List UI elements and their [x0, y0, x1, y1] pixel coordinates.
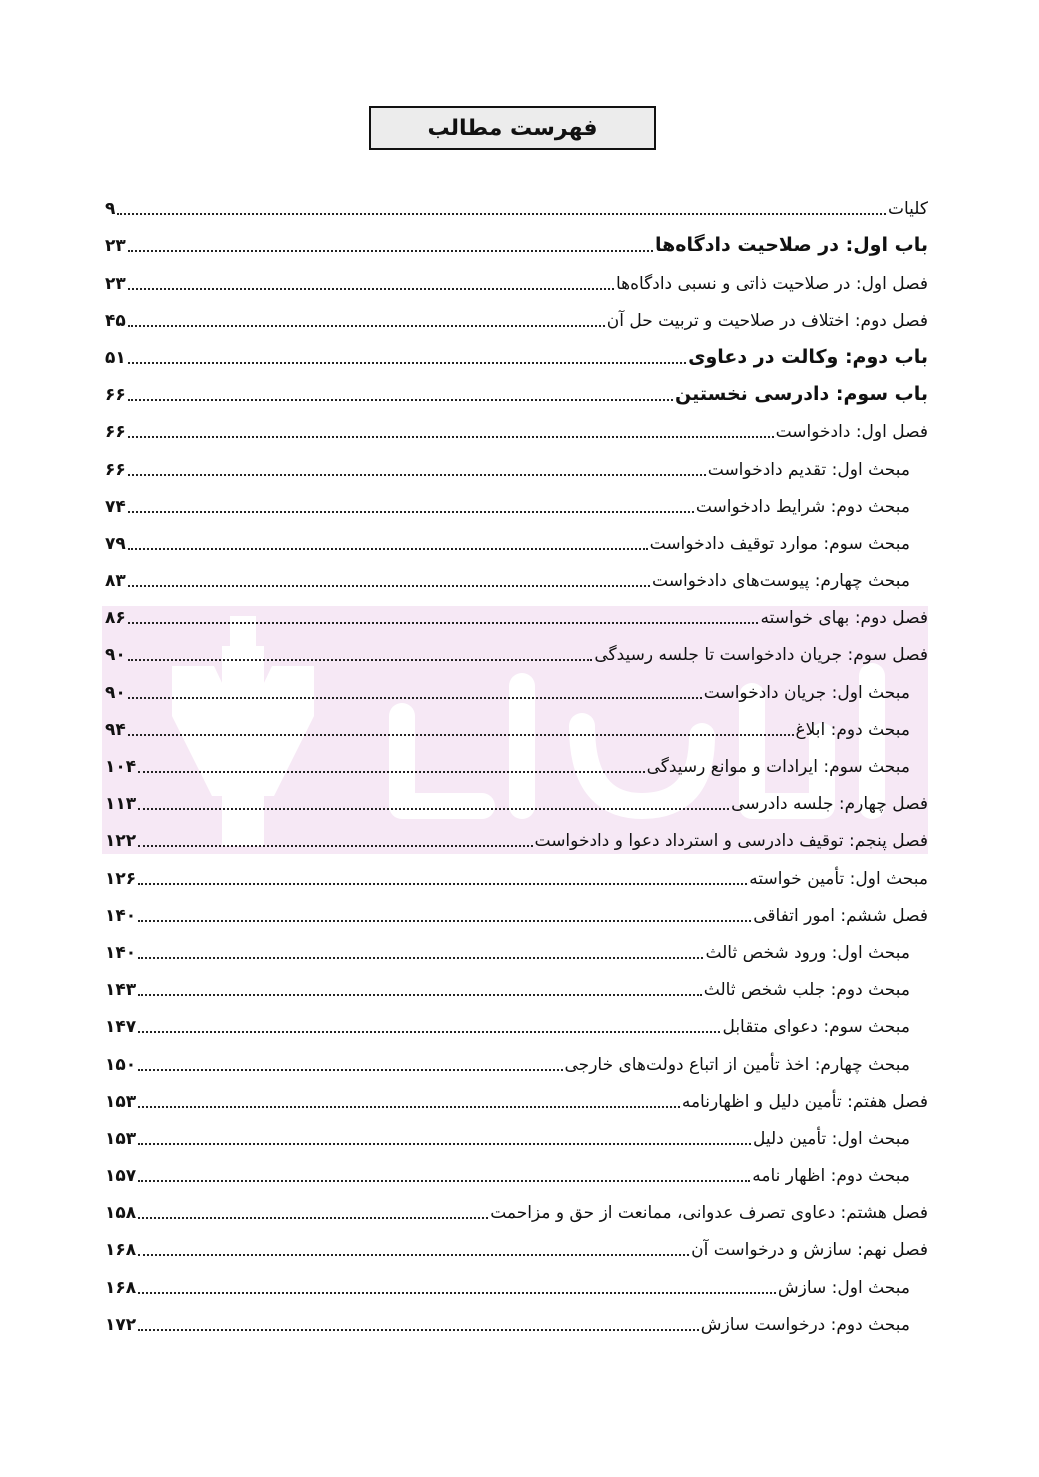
toc-entry[interactable] — [105, 668, 928, 705]
toc-entry-page-number: ۱۶۸ — [105, 1277, 137, 1298]
toc-entry-label: مبحث اول: تقدیم دادخواست — [707, 459, 910, 480]
toc-entry-page-number: ۷۹ — [105, 533, 126, 554]
toc-entry-page-number: ۱۲۶ — [105, 868, 137, 889]
toc-entry[interactable] — [105, 1301, 928, 1338]
toc-entry[interactable] — [105, 780, 928, 817]
toc-entry-label: فصل نهم: سازش و درخواست آن — [691, 1240, 928, 1261]
table-of-contents — [105, 185, 928, 1338]
dot-leader — [128, 734, 794, 736]
toc-entry-page-number: ۱۱۳ — [105, 794, 137, 815]
toc-entry-label: فصل سوم: جریان دادخواست تا جلسه رسیدگی — [594, 645, 928, 666]
toc-entry-page-number: ۵۱ — [105, 347, 126, 368]
toc-entry-label: مبحث دوم: اظهار نامه — [752, 1166, 910, 1187]
toc-entry-page-number: ۶۶ — [105, 422, 126, 443]
toc-entry[interactable] — [105, 1040, 928, 1077]
toc-entry-label: مبحث اول: تأمین دلیل — [753, 1128, 910, 1149]
toc-entry-label: کلیات — [887, 199, 928, 220]
toc-entry[interactable] — [105, 594, 928, 631]
toc-entry-label: مبحث دوم: ابلاغ — [795, 719, 910, 740]
toc-entry-label: مبحث دوم: جلب شخص ثالث — [703, 980, 910, 1001]
toc-entry-label: مبحث سوم: موارد توقیف دادخواست — [649, 533, 910, 554]
toc-entry-page-number: ۹ — [105, 199, 116, 220]
toc-entry[interactable] — [105, 1152, 928, 1189]
toc-entry-label: فصل اول: در صلاحیت ذاتی و نسبی دادگاه‌ها — [615, 273, 928, 294]
toc-entry-page-number: ۹۰ — [105, 682, 126, 703]
toc-entry-page-number: ۱۵۰ — [105, 1054, 137, 1075]
toc-entry-page-number: ۱۴۰ — [105, 905, 137, 926]
toc-entry-page-number: ۱۵۷ — [105, 1166, 137, 1187]
toc-entry-label: مبحث اول: سازش — [777, 1277, 910, 1298]
dot-leader — [128, 585, 650, 587]
toc-entry-label: مبحث سوم: ایرادات و موانع رسیدگی — [646, 757, 910, 777]
toc-entry-page-number: ۱۰۴ — [105, 757, 137, 777]
toc-entry-label: مبحث سوم: دعوای متقابل — [722, 1017, 910, 1038]
toc-title-box — [369, 106, 656, 150]
toc-entry-label: باب دوم: وکالت در دعاوی — [688, 345, 928, 368]
toc-entry[interactable] — [105, 929, 928, 966]
toc-entry-label: فصل پنجم: توقیف دادرسی و استرداد دعوا و دادخواست — [534, 831, 928, 852]
toc-entry[interactable] — [105, 297, 928, 334]
toc-entry[interactable] — [105, 185, 928, 222]
toc-entry[interactable] — [105, 334, 928, 371]
dot-leader — [128, 511, 694, 513]
dot-leader — [128, 474, 706, 476]
toc-entry-label: مبحث اول: تأمین خواسته — [749, 868, 928, 889]
dot-leader — [117, 213, 886, 215]
toc-entry-page-number: ۹۰ — [105, 645, 126, 666]
toc-entry[interactable] — [105, 892, 928, 929]
toc-entry-label: مبحث دوم: درخواست سازش — [700, 1314, 910, 1335]
toc-entry-page-number: ۱۶۸ — [105, 1240, 137, 1261]
toc-entry-page-number: ۱۴۰ — [105, 942, 137, 963]
toc-entry-page-number: ۹۴ — [105, 719, 126, 740]
toc-entry[interactable] — [105, 706, 928, 743]
dot-leader — [128, 399, 673, 401]
dot-leader — [138, 1254, 689, 1256]
toc-entry-page-number: ۱۵۸ — [105, 1203, 137, 1224]
toc-entry-label: مبحث چهارم: اخذ تأمین از اتباع دولت‌های خارجی — [564, 1054, 910, 1075]
toc-entry-label: فصل دوم: اختلاف در صلاحیت و تربیت حل آن — [606, 310, 928, 331]
dot-leader — [128, 288, 614, 290]
dot-leader — [128, 659, 593, 661]
dot-leader — [128, 362, 686, 364]
toc-entry[interactable] — [105, 1078, 928, 1115]
dot-leader — [128, 436, 774, 438]
dot-leader — [128, 697, 702, 699]
toc-entry[interactable] — [105, 483, 928, 520]
dot-leader — [128, 548, 648, 550]
toc-entry-label: فصل دوم: بهای خواسته — [760, 608, 928, 629]
dot-leader — [138, 920, 751, 922]
dot-leader — [138, 1069, 562, 1071]
toc-entry[interactable] — [105, 743, 928, 780]
dot-leader — [138, 994, 702, 996]
toc-entry[interactable] — [105, 445, 928, 482]
toc-entry[interactable] — [105, 408, 928, 445]
toc-entry[interactable] — [105, 520, 928, 557]
dot-leader — [138, 1143, 751, 1145]
toc-entry-label: فصل اول: دادخواست — [775, 422, 928, 443]
toc-entry-label: مبحث اول: ورود شخص ثالث — [705, 942, 910, 963]
dot-leader — [138, 1180, 750, 1182]
dot-leader — [138, 1217, 488, 1219]
toc-entry-label: فصل چهارم: جلسه دادرسی — [731, 794, 928, 815]
dot-leader — [138, 808, 729, 810]
toc-entry[interactable] — [105, 259, 928, 296]
toc-entry[interactable] — [105, 371, 928, 408]
toc-entry[interactable] — [105, 557, 928, 594]
toc-entry-label: فصل هشتم: دعاوی تصرف عدوانی، ممانعت از حق و مزاحمت — [490, 1203, 928, 1224]
toc-entry-page-number: ۱۵۳ — [105, 1128, 137, 1149]
toc-entry[interactable] — [105, 966, 928, 1003]
toc-entry-page-number: ۴۵ — [105, 310, 126, 331]
toc-entry[interactable] — [105, 854, 928, 891]
dot-leader — [138, 957, 703, 959]
toc-entry-page-number: ۶۶ — [105, 385, 126, 406]
dot-leader — [138, 883, 747, 885]
toc-entry-page-number: ۱۴۷ — [105, 1017, 137, 1038]
dot-leader — [138, 1329, 699, 1331]
toc-entry-page-number: ۲۳ — [105, 273, 126, 294]
toc-entry-page-number: ۲۳ — [105, 236, 126, 257]
toc-entry-label: مبحث چهارم: پیوست‌های دادخواست — [652, 571, 910, 592]
dot-leader — [138, 771, 644, 773]
dot-leader — [138, 1106, 680, 1108]
toc-entry-page-number: ۱۵۳ — [105, 1091, 137, 1112]
toc-entry-page-number: ۱۴۳ — [105, 980, 137, 1001]
toc-entry[interactable] — [105, 1263, 928, 1300]
toc-entry-page-number: ۱۷۲ — [105, 1314, 137, 1335]
dot-leader — [138, 1031, 720, 1033]
toc-entry-page-number: ۸۶ — [105, 608, 126, 629]
toc-entry-page-number: ۶۶ — [105, 459, 126, 480]
toc-entry-page-number: ۷۴ — [105, 496, 126, 517]
toc-entry[interactable] — [105, 1226, 928, 1263]
toc-entry[interactable] — [105, 817, 928, 854]
toc-entry-label: باب سوم: دادرسی نخستین — [675, 383, 928, 406]
toc-entry-page-number: ۸۳ — [105, 571, 126, 592]
toc-entry-label: فصل هفتم: تأمین دلیل و اظهارنامه — [681, 1091, 928, 1112]
toc-entry-label: مبحث دوم: شرایط دادخواست — [695, 496, 910, 517]
dot-leader — [128, 622, 759, 624]
toc-entry-label: مبحث اول: جریان دادخواست — [703, 682, 910, 703]
toc-entry[interactable] — [105, 222, 928, 259]
toc-entry-page-number: ۱۲۲ — [105, 831, 137, 852]
toc-entry[interactable] — [105, 1189, 928, 1226]
toc-entry[interactable] — [105, 631, 928, 668]
dot-leader — [138, 845, 532, 847]
dot-leader — [138, 1292, 776, 1294]
toc-entry[interactable] — [105, 1003, 928, 1040]
toc-entry-label: فصل ششم: امور اتفاقی — [753, 905, 928, 926]
dot-leader — [128, 325, 605, 327]
page-title: فهرست مطالب — [427, 115, 598, 141]
dot-leader — [128, 250, 653, 252]
toc-entry[interactable] — [105, 1115, 928, 1152]
toc-entry-label: باب اول: در صلاحیت دادگاه‌ها — [655, 234, 928, 257]
